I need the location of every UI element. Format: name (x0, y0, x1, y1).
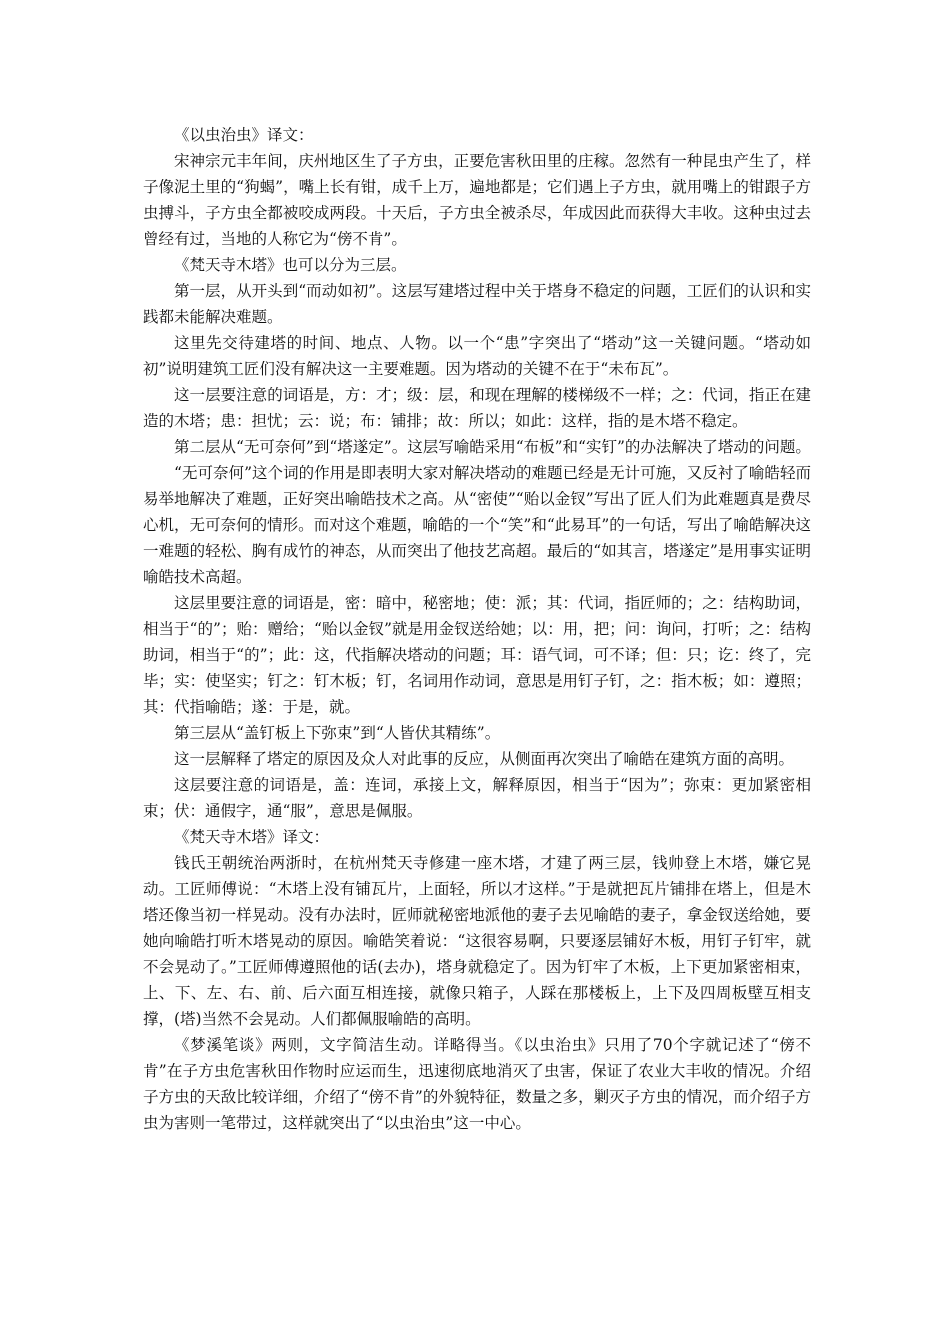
paragraph-fantiansi-translation: 钱氏王朝统治两浙时，在杭州梵天寺修建一座木塔，才建了两三层，钱帅登上木塔，嫌它晃动。工匠师傅说：“木塔上没有铺瓦片，上面轻，所以才这样。”于是就把瓦片铺排在塔上，但是木塔还像当初一样晃动。没有办法时，匠师就秘密地派他的妻子去见喻皓的妻子，拿金钗送给她，要她向喻皓打听木塔晃动的原因。喻皓笑着说：“这很容易啊，只要逐层铺好木板，用钉子钉牢，就不会晃动了。”工匠师傅遵照他的话(去办)，塔身就稳定了。因为钉牢了木板，上下更加紧密相束，上、下、左、右、前、后六面互相连接，就像只箱子，人踩在那楼板上，上下及四周板壁互相支撑，(塔)当然不会晃动。人们都佩服喻皓的高明。 (143, 854, 811, 1028)
paragraph-fantiansi-three-layers: 《梵天寺木塔》也可以分为三层。 (174, 256, 407, 274)
document-body (143, 122, 811, 1136)
paragraph-layer-two-detail: “无可奈何”这个词的作用是即表明大家对解决塔动的难题已经是无计可施，又反衬了喻皓轻而易举地解决了难题，正好突出喻皓技术之高。从“密使”“贻以金钗”写出了匠人们为此难题真是费尽心机，无可奈何的情形。而对这个难题，喻皓的一个“笑”和“此易耳”的一句话，写出了喻皓解决这一难题的轻松、胸有成竹的神态，从而突出了他技艺高超。最后的“如其言，塔遂定”是用事实证明喻皓技术高超。 (143, 464, 811, 586)
paragraph-layer-three-vocabulary: 这层要注意的词语是，盖：连词，承接上文，解释原因，相当于“因为”；弥束：更加紧密相束；伏：通假字，通“服”，意思是佩服。 (143, 776, 811, 820)
heading-yichongzhichong-translation: 《以虫治虫》译文： (174, 126, 314, 144)
paragraph-layer-one-vocabulary: 这一层要注意的词语是，方：才；级：层，和现在理解的楼梯级不一样；之：代词，指正在建造的木塔；患：担忧；云：说；布：铺排；故：所以；如此：这样，指的是木塔不稳定。 (143, 386, 811, 430)
paragraph-layer-one: 第一层，从开头到“而动如初”。这层写建塔过程中关于塔身不稳定的问题，工匠们的认识和实践都未能解决难题。 (143, 282, 811, 326)
paragraph-layer-one-detail: 这里先交待建塔的时间、地点、人物。以一个“患”字突出了“塔动”这一关键问题。“塔动如初”说明建筑工匠们没有解决这一主要难题。因为塔动的关键不在于“未布瓦”。 (143, 334, 811, 378)
paragraph-layer-two-vocabulary: 这层里要注意的词语是，密：暗中，秘密地；使：派；其：代词，指匠师的；之：结构助词，相当于“的”；贻：赠给；“贻以金钗”就是用金钗送给她；以：用，把；问：询问，打听；之：结构助词，相当于“的”；此：这，代指解决塔动的问题；耳：语气词，可不译；但：只；讫：终了，完毕；实：使坚实；钉之：钉木板；钉，名词用作动词，意思是用钉子钉，之：指木板；如：遵照；其：代指喻皓；遂：于是，就。 (143, 594, 811, 716)
paragraph-layer-three-detail: 这一层解释了塔定的原因及众人对此事的反应，从侧面再次突出了喻皓在建筑方面的高明。 (174, 750, 795, 768)
paragraph-mengxi-summary: 《梦溪笔谈》两则，文字简洁生动。详略得当。《以虫治虫》只用了70个字就记述了“傍不肯”在子方虫危害秋田作物时应运而生，迅速彻底地消灭了虫害，保证了农业大丰收的情况。介绍子方虫的天敌比较详细，介绍了“傍不肯”的外貌特征，数量之多，剿灭子方虫的情况，而介绍子方虫为害则一笔带过，这样就突出了“以虫治虫”这一中心。 (143, 1036, 811, 1132)
paragraph-yichongzhichong-translation: 宋神宗元丰年间，庆州地区生了子方虫，正要危害秋田里的庄稼。忽然有一种昆虫产生了，样子像泥土里的“狗蝎”，嘴上长有钳，成千上万，遍地都是；它们遇上子方虫，就用嘴上的钳跟子方虫搏斗，子方虫全都被咬成两段。十天后，子方虫全被杀尽，年成因此而获得大丰收。这种虫过去曾经有过，当地的人称它为“傍不肯”。 (143, 152, 811, 248)
heading-fantiansi-translation: 《梵天寺木塔》译文： (174, 828, 330, 846)
paragraph-layer-two: 第二层从“无可奈何”到“塔遂定”。这层写喻皓采用“布板”和“实钉”的办法解决了塔动的问题。 (174, 438, 811, 456)
paragraph-layer-three: 第三层从“盖钉板上下弥束”到“人皆伏其精练”。 (174, 724, 501, 742)
